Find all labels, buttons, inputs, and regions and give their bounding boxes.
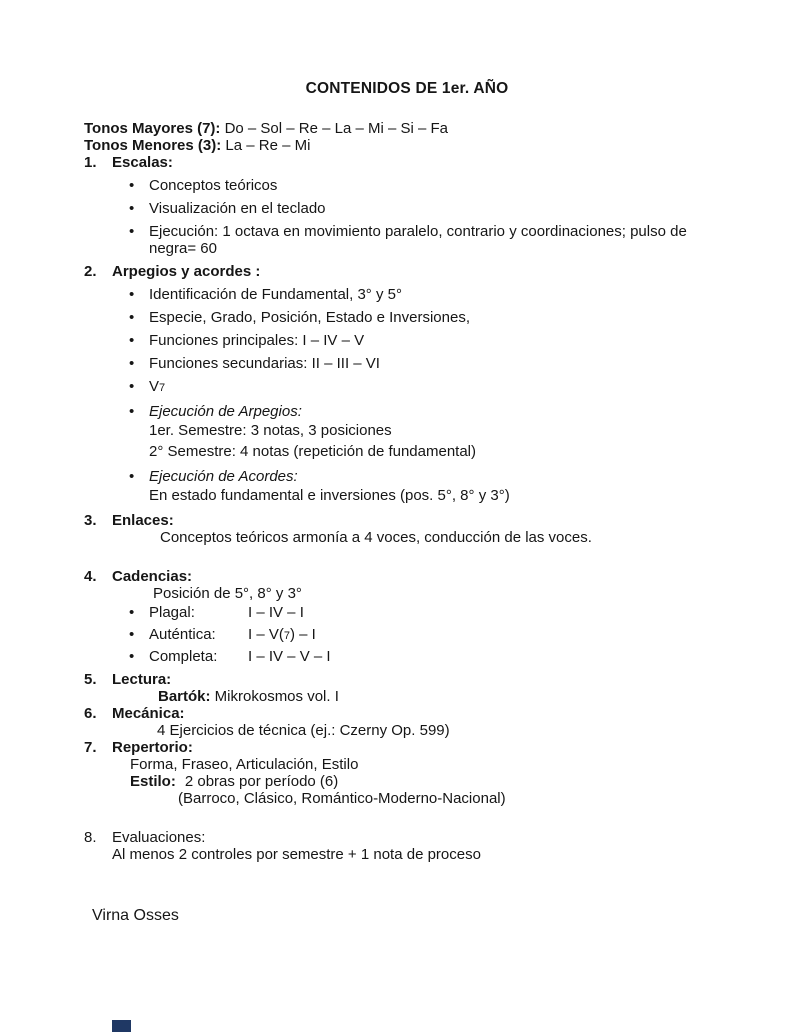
ejecucion-arpegios-heading: Ejecución de Arpegios: [149,403,302,420]
tonos-mayores-value: Do – Sol – Re – La – Mi – Si – Fa [224,120,449,137]
cadence-label: Plagal: [149,604,195,621]
cadence-row-plagal [84,604,730,623]
v7-subscript: 7 [159,382,166,394]
v7-base: V [149,378,160,395]
section-2-heading [84,263,730,280]
section-3-body: Conceptos teóricos armonía a 4 voces, conducción de las voces. [160,529,592,546]
section-7-heading [84,739,730,756]
section-1-heading [84,154,730,171]
list-item [84,223,730,257]
bullet-text: Funciones secundarias: II – III – VI [149,355,380,372]
list-item [84,309,730,326]
repertorio-line1: Forma, Fraseo, Articulación, Estilo [130,756,359,773]
section-3-title: Enlaces: [112,512,174,529]
bullet-text: Visualización en el teclado [149,200,326,217]
cadence-row-completa [84,648,730,667]
bullet-icon: • [129,200,135,217]
bullet-text: Conceptos teóricos [149,177,278,194]
section-1-title: Escalas: [112,154,173,171]
bullet-text: Funciones principales: I – IV – V [149,332,365,349]
section-7-title: Repertorio: [112,739,193,756]
section-1-number: 1. [84,154,97,171]
section-6-title: Mecánica: [112,705,185,722]
footer-marker [112,1020,131,1032]
lectura-body [158,688,730,705]
section-8-title: Evaluaciones: [112,829,206,846]
arpegios-sem1-line: 1er. Semestre: 3 notas, 3 posiciones [149,422,392,439]
section-1-bullet-list [84,177,730,257]
cadencias-intro: Posición de 5°, 8° y 3° [153,585,302,602]
evaluaciones-body: Al menos 2 controles por semestre + 1 nota de proceso [112,846,481,863]
cadence-label: Auténtica: [149,626,216,643]
bullet-icon: • [129,286,135,303]
section-7-number: 7. [84,739,97,756]
bullet-icon: • [129,177,135,194]
ejecucion-acordes-heading: Ejecución de Acordes: [149,468,298,485]
tonos-menores-line [84,137,730,154]
tonos-mayores-label: Tonos Mayores (7): [84,120,221,137]
list-item [84,200,730,217]
bullet-icon: • [129,403,135,420]
section-8-heading [84,829,730,846]
tonos-mayores-line [84,120,730,137]
cadence-sequence: I – IV – V – I [248,648,331,665]
section-2-bullet-list [84,286,730,506]
cadence-sequence-post: ) – I [289,626,316,643]
acordes-detail-line: En estado fundamental e inversiones (pos. 5°, 8° y 3°) [149,487,510,504]
section-5-heading [84,671,730,688]
section-4-number: 4. [84,568,97,585]
section-2-title: Arpegios y acordes : [112,263,261,280]
section-8-number: 8. [84,829,97,846]
estilo-label: Estilo: [130,773,176,790]
bullet-icon: • [129,378,135,395]
list-item [84,332,730,349]
list-item [84,177,730,194]
section-6-heading [84,705,730,722]
arpegios-sem2-line: 2° Semestre: 4 notas (repetición de fundamental) [149,443,477,460]
section-6-number: 6. [84,705,97,722]
list-item [84,286,730,303]
section-5-number: 5. [84,671,97,688]
list-item [84,355,730,372]
section-3-heading [84,512,730,529]
section-5-title: Lectura: [112,671,172,688]
section-4-title: Cadencias: [112,568,193,585]
tonos-menores-value: La – Re – Mi [225,137,311,154]
tonos-menores-label: Tonos Menores (3): [84,137,222,154]
repertorio-estilo-line [130,773,730,790]
cadence-sequence: I – V( [248,626,284,643]
cadence-sequence: I – IV – I [248,604,304,621]
bullet-icon: • [129,468,135,485]
bullet-icon: • [129,604,135,621]
bullet-icon: • [129,626,135,643]
bullet-icon: • [129,648,135,665]
list-item-ejecucion-arpegios [84,403,730,462]
bullet-icon: • [129,332,135,349]
section-3-number: 3. [84,512,97,529]
mecanica-body: 4 Ejercicios de técnica (ej.: Czerny Op. 599) [157,722,450,739]
bullet-text: Ejecución: 1 octava en movimiento paralelo, contrario y coordinaciones; pulso de negra= 60 [149,223,687,257]
list-item-v7 [84,378,730,397]
cadence-row-autentica [84,626,730,645]
intro-block [84,120,730,154]
bullet-icon: • [129,223,135,240]
bartok-value: Mikrokosmos vol. I [210,688,339,705]
signature: Virna Osses [92,907,179,924]
cadence-sequence-small: 7 [283,630,290,642]
section-2-number: 2. [84,263,97,280]
bullet-text: Identificación de Fundamental, 3° y 5° [149,286,402,303]
cadences-list [84,604,730,667]
cadence-label: Completa: [149,648,218,665]
bullet-icon: • [129,355,135,372]
repertorio-line3: (Barroco, Clásico, Romántico-Moderno-Nacional) [178,790,506,807]
bullet-icon: • [129,309,135,326]
bullet-text: Especie, Grado, Posición, Estado e Inversiones, [149,309,471,326]
list-item-ejecucion-acordes [84,468,730,506]
bartok-label: Bartók: [158,688,211,705]
estilo-value: 2 obras por período (6) [184,773,339,790]
section-4-heading [84,568,730,585]
page-title: CONTENIDOS DE 1er. AÑO [305,80,509,97]
